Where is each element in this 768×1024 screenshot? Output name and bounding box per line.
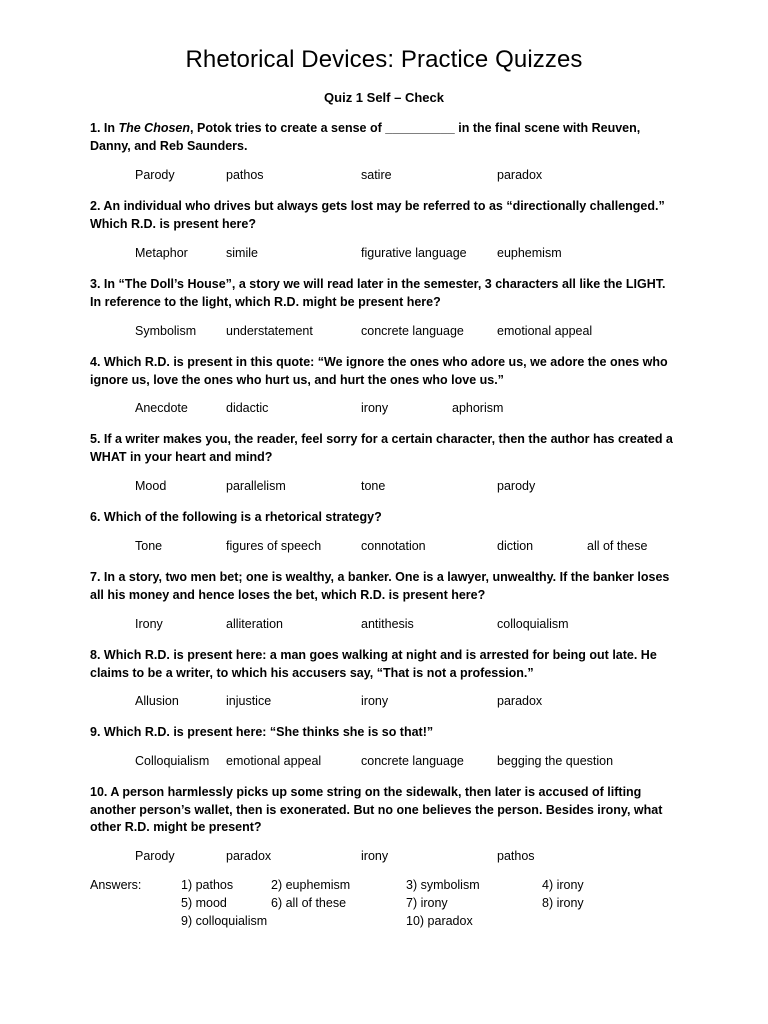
q9-choice-2[interactable]: emotional appeal (226, 754, 322, 768)
q4-choice-3[interactable]: irony (361, 401, 389, 415)
q5-choice-3[interactable]: tone (361, 479, 386, 493)
answer-5: 5) mood (181, 896, 227, 910)
q4-choice-4[interactable]: aphorism (452, 401, 504, 415)
q2-choice-4[interactable]: euphemism (497, 246, 562, 260)
page-title: Rhetorical Devices: Practice Quizzes (185, 46, 583, 73)
answer-8: 8) irony (542, 896, 584, 910)
answer-key (0, 878, 768, 938)
q7-choice-4[interactable]: colloquialism (497, 617, 569, 631)
question-4: 4. Which R.D. is present in this quote: “We ignore the ones who adore us, we adore the ones who ignore us, love the ones who hurt us, and hurt the ones who love us.” (90, 355, 668, 387)
q3-choice-3[interactable]: concrete language (361, 324, 464, 338)
q10-choice-4[interactable]: pathos (497, 849, 535, 863)
q1-choice-4[interactable]: paradox (497, 168, 543, 182)
q6-choice-4[interactable]: diction (497, 539, 534, 553)
answer-1: 1) pathos (181, 878, 234, 892)
q6-choice-3[interactable]: connotation (361, 539, 426, 553)
q7-choice-2[interactable]: alliteration (226, 617, 283, 631)
answer-2: 2) euphemism (271, 878, 351, 892)
q6-choice-5[interactable]: all of these (587, 539, 648, 553)
q9-choice-3[interactable]: concrete language (361, 754, 464, 768)
question-5: 5. If a writer makes you, the reader, feel sorry for a certain character, then the author has created a WHAT in your heart and mind? (90, 432, 673, 464)
question-1-number: 1. In (90, 121, 119, 135)
question-3: 3. In “The Doll’s House”, a story we will read later in the semester, 3 characters all like the LIGHT. In reference to the light, which R.D. might be present here? (90, 277, 666, 309)
answer-6: 6) all of these (271, 896, 347, 910)
answer-3: 3) symbolism (406, 878, 480, 892)
q5-choice-1[interactable]: Mood (135, 479, 167, 493)
q3-choice-1[interactable]: Symbolism (135, 324, 197, 338)
q5-choice-2[interactable]: parallelism (226, 479, 286, 493)
question-7-choices (0, 617, 768, 637)
question-3-choices (0, 324, 768, 344)
question-10-choices (0, 849, 768, 869)
question-1 (90, 120, 675, 155)
q6-choice-1[interactable]: Tone (135, 539, 163, 553)
question-6: 6. Which of the following is a rhetorical strategy? (90, 510, 382, 524)
question-9-choices (0, 754, 768, 774)
question-9: 9. Which R.D. is present here: “She thinks she is so that!” (90, 725, 434, 739)
q10-choice-1[interactable]: Parody (135, 849, 175, 863)
question-4-choices (0, 401, 768, 421)
question-10: 10. A person harmlessly picks up some string on the sidewalk, then later is accused of lifting another person’s wallet, then is exonerated. But no one believes the person. Besides irony, what other R.D. might be present? (90, 785, 663, 834)
question-7: 7. In a story, two men bet; one is wealthy, a banker. One is a lawyer, unwealthy. If the banker loses all his money and hence loses the bet, which R.D. is present here? (90, 570, 670, 602)
q7-choice-3[interactable]: antithesis (361, 617, 414, 631)
answer-10: 10) paradox (406, 914, 473, 928)
question-1-choices (0, 168, 768, 188)
q10-choice-3[interactable]: irony (361, 849, 389, 863)
q9-choice-4[interactable]: begging the question (497, 754, 614, 768)
question-1-text: , Potok tries to create a sense of __________ in the final scene with Reuven, Danny, and Reb Saunders. (90, 121, 641, 153)
question-6-choices (0, 539, 768, 559)
question-5-choices (0, 479, 768, 499)
q1-choice-2[interactable]: pathos (226, 168, 264, 182)
q3-choice-4[interactable]: emotional appeal (497, 324, 593, 338)
question-8: 8. Which R.D. is present here: a man goes walking at night and is arrested for being out late. He claims to be a writer, to which his accusers say, “That is not a profession.” (90, 648, 657, 680)
q3-choice-2[interactable]: understatement (226, 324, 313, 338)
q7-choice-1[interactable]: Irony (135, 617, 163, 631)
q8-choice-4[interactable]: paradox (497, 694, 543, 708)
q4-choice-2[interactable]: didactic (226, 401, 269, 415)
q10-choice-2[interactable]: paradox (226, 849, 272, 863)
answer-4: 4) irony (542, 878, 584, 892)
answer-9: 9) colloquialism (181, 914, 268, 928)
question-2-choices (0, 246, 768, 266)
q2-choice-1[interactable]: Metaphor (135, 246, 188, 260)
q9-choice-1[interactable]: Colloquialism (135, 754, 210, 768)
q2-choice-3[interactable]: figurative language (361, 246, 467, 260)
answer-7: 7) irony (406, 896, 448, 910)
q8-choice-3[interactable]: irony (361, 694, 389, 708)
q4-choice-1[interactable]: Anecdote (135, 401, 188, 415)
answers-label: Answers: (90, 878, 142, 892)
q8-choice-1[interactable]: Allusion (135, 694, 179, 708)
quiz-subtitle: Quiz 1 Self – Check (324, 90, 444, 105)
book-title: The Chosen (118, 121, 191, 135)
q1-choice-3[interactable]: satire (361, 168, 392, 182)
question-8-choices (0, 694, 768, 714)
question-2: 2. An individual who drives but always gets lost may be referred to as “directionally challenged.” Which R.D. is present here? (90, 199, 665, 231)
q1-choice-1[interactable]: Parody (135, 168, 175, 182)
q2-choice-2[interactable]: simile (226, 246, 258, 260)
q8-choice-2[interactable]: injustice (226, 694, 272, 708)
q5-choice-4[interactable]: parody (497, 479, 536, 493)
q6-choice-2[interactable]: figures of speech (226, 539, 322, 553)
